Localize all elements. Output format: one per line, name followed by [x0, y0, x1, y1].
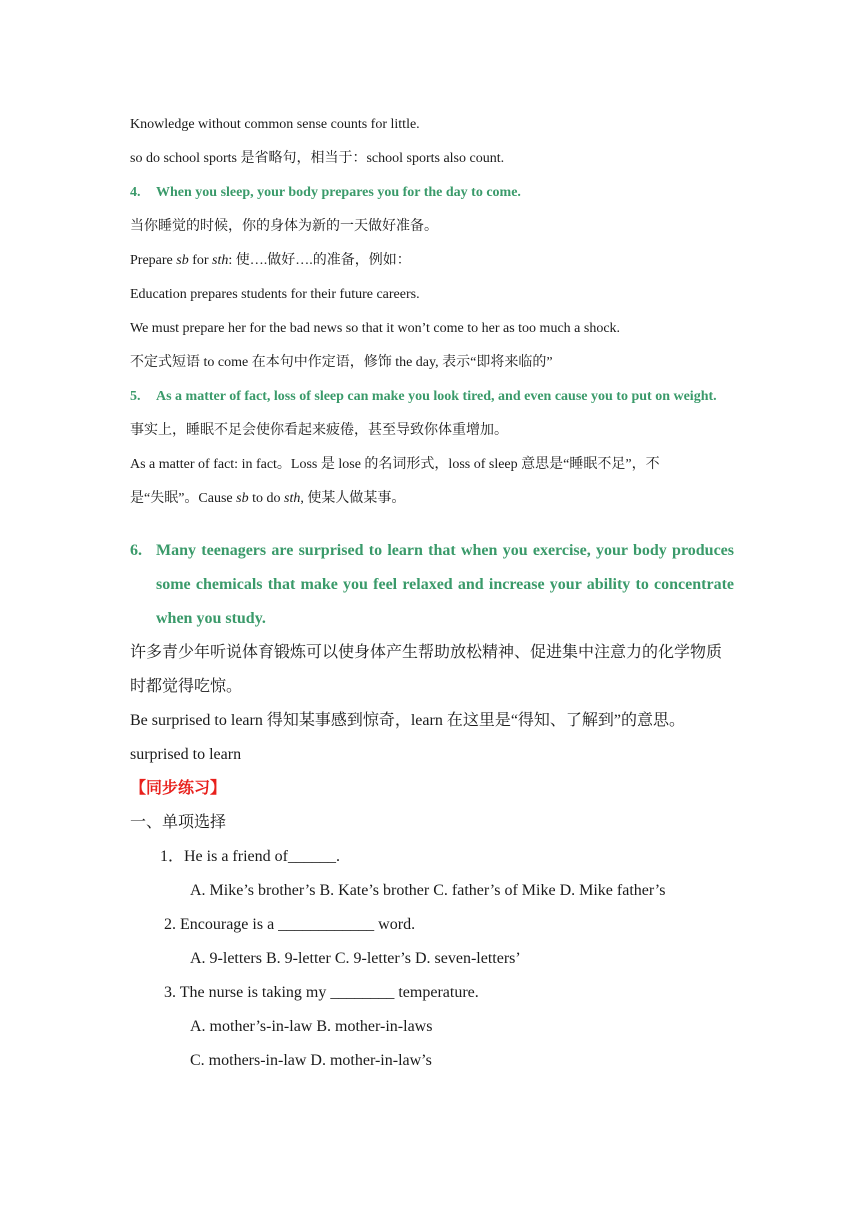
text-line: so do school sports 是省略句，相当于：school sports also count. [130, 151, 505, 166]
text-line: Knowledge without common sense counts for little. [130, 117, 420, 132]
text-line: surprised to learn [130, 746, 242, 763]
document-page [130, 108, 734, 1078]
example-line: We must prepare her for the bad news so that it won’t come to her as too much a shock. [130, 321, 621, 336]
key-sentence-6 [130, 534, 734, 636]
text-line: As a matter of fact: in fact。Loss 是 lose 的名词形式，loss of sleep 意思是“睡眠不足”，不 [130, 457, 660, 472]
key-sentence-text: As a matter of fact, loss of sleep can make you look tired, and even cause you to put on weight. [156, 389, 717, 404]
text-line: 是“失眠”。Cause sb to do sth, 使某人做某事。 [130, 491, 406, 506]
item-number: 4. [130, 185, 141, 200]
question-2: 2. Encourage is a ____________ word. [164, 916, 416, 933]
question-3: 3. The nurse is taking my ________ temperature. [164, 984, 479, 1001]
section-title: 一、单项选择 [130, 814, 227, 831]
key-sentence-5 [130, 380, 734, 414]
exercise-heading: 【同步练习】 [130, 780, 227, 797]
translation-line: 当你睡觉的时候，你的身体为新的一天做好准备。 [130, 219, 438, 234]
question-2-options: A. 9-letters B. 9-letter C. 9-letter’s D. seven-letters’ [190, 950, 521, 967]
key-sentence-4 [130, 176, 734, 210]
translation-line: 事实上，睡眠不足会使你看起来疲倦，甚至导致你体重增加。 [130, 423, 508, 438]
text-line: Be surprised to learn 得知某事感到惊奇，learn 在这里是“得知、了解到”的意思。 [130, 712, 686, 729]
translation-line: 许多青少年听说体育锻炼可以使身体产生帮助放松精神、促进集中注意力的化学物质时都觉得吃惊。 [130, 644, 723, 695]
example-line: Education prepares students for their future careers. [130, 287, 420, 302]
item-number: 6. [130, 542, 142, 559]
key-sentence-text: When you sleep, your body prepares you for the day to come. [156, 185, 521, 200]
question-3-options: A. mother’s-in-law B. mother-in-laws [190, 1018, 433, 1035]
question-1: 1．He is a friend of______. [160, 848, 340, 865]
question-3-options: C. mothers-in-law D. mother-in-law’s [190, 1052, 432, 1069]
text-line: Prepare sb for sth: 使….做好….的准备，例如： [130, 253, 411, 268]
text-line: 不定式短语 to come 在本句中作定语，修饰 the day, 表示“即将来临的” [130, 355, 553, 370]
key-sentence-text: Many teenagers are surprised to learn that when you exercise, your body produces some chemicals that make you feel relaxed and increase your ability to concentrate when you study. [156, 542, 734, 627]
item-number: 5. [130, 389, 141, 404]
question-1-options: A. Mike’s brother’s B. Kate’s brother C. father’s of Mike D. Mike father’s [190, 882, 666, 899]
